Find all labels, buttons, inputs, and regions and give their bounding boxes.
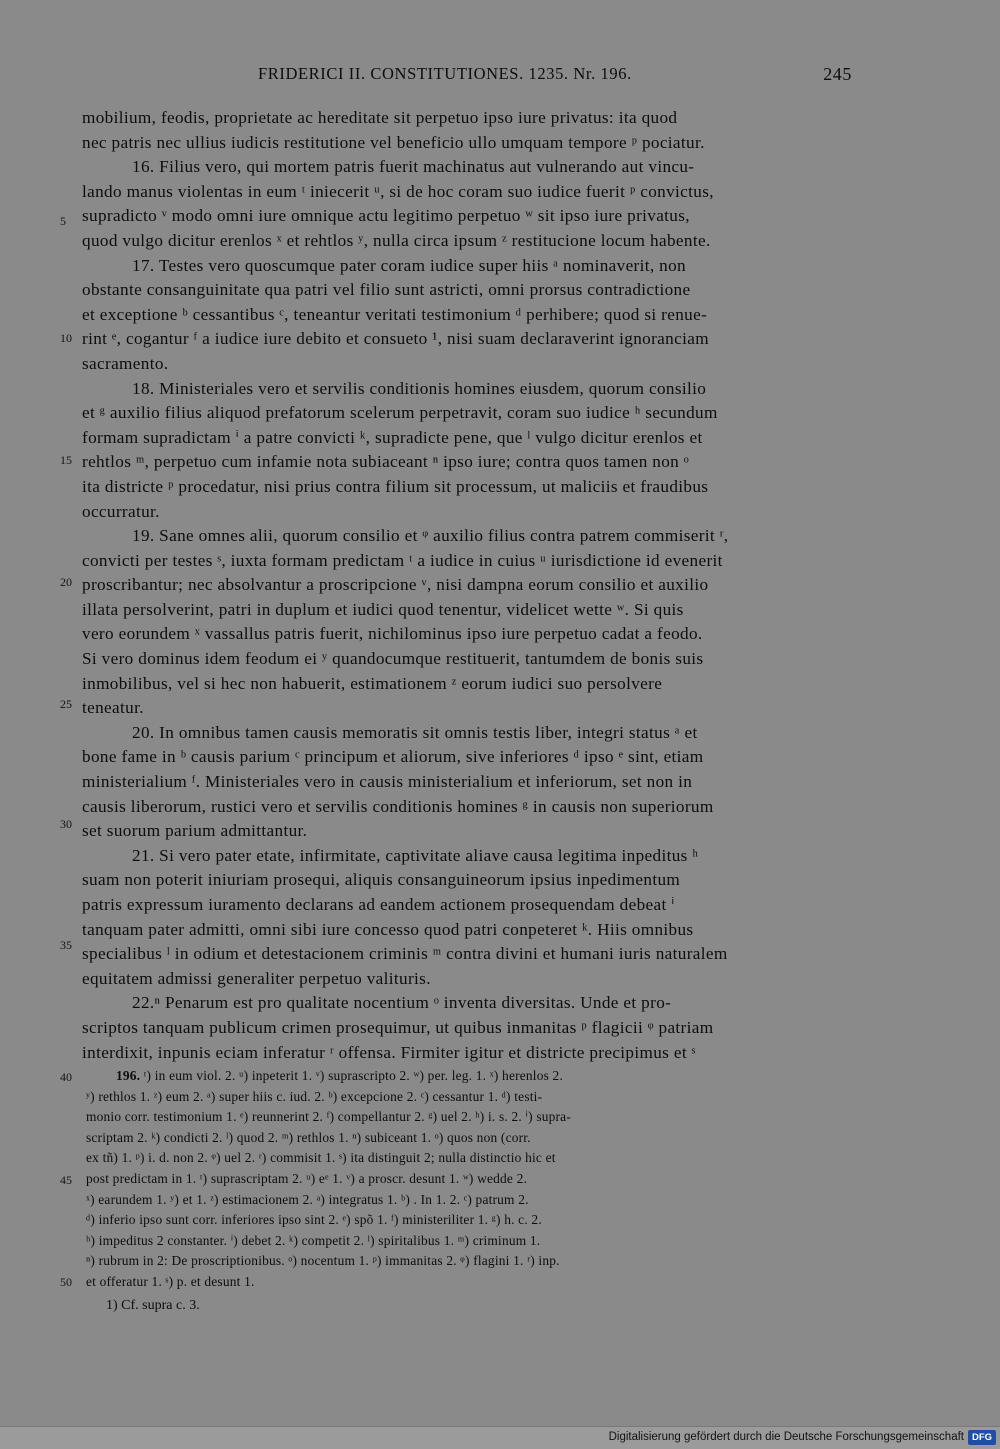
line-number: 5 <box>60 214 66 228</box>
footnote-line: ⁿ) rubrum in 2: De proscriptionibus. ᵒ) nocentum 1. ᵖ) immanitas 2. ᵠ) flagini 1. ʳ) inp. <box>86 1253 560 1269</box>
text-line: rehtlos ᵐ, perpetuo cum infamie nota subiaceant ⁿ ipso iure; contra quos tamen non ᵒ <box>82 452 690 472</box>
text-line: et ᵍ auxilio filius aliquod prefatorum scelerum perpetravit, coram suo iudice ʰ secundum <box>82 403 718 423</box>
text-line: bone fame in ᵇ causis parium ᶜ principum et aliorum, sive inferiores ᵈ ipso ᵉ sint, etiam <box>82 747 704 767</box>
paragraph-17-start: 17. Testes vero quoscumque pater coram iudice super hiis ᵃ nominaverit, non <box>132 255 686 275</box>
document-number: 196. <box>116 1068 141 1083</box>
text-line: lando manus violentas in eum ᵗ iniecerit ᵘ, si de hoc coram suo iudice fuerit ᵖ convictus, <box>82 181 714 201</box>
paragraph-20-start: 20. In omnibus tamen causis memoratis sit omnis testis liber, integri status ᵃ et <box>132 722 698 742</box>
line-number: 20 <box>60 575 72 589</box>
text-line: rint ᵉ, cogantur ᶠ a iudice iure debito et consueto ¹, nisi suam declaraverint ignoranciam <box>82 329 709 349</box>
page-number: 245 <box>823 64 852 84</box>
text-line: inmobilibus, vel si hec non habuerit, estimationem ᶻ eorum iudici suo persolvere <box>82 673 663 693</box>
line-number: 15 <box>60 453 72 467</box>
text-line: quod vulgo dicitur erenlos ˣ et rehtlos ʸ, nulla circa ipsum ᶻ restitucione locum habente. <box>82 230 711 250</box>
dfg-logo: DFG <box>968 1430 996 1445</box>
text-line: set suorum parium admittantur. <box>82 821 308 841</box>
text-line: interdixit, inpunis eciam inferatur ʳ offensa. Firmiter igitur et districte precipimus et ˢ <box>82 1042 696 1062</box>
footnote-line: ʰ) impeditus 2 constanter. ⁱ) debet 2. ᵏ) competit 2. ˡ) spiritalibus 1. ᵐ) criminum 1. <box>86 1232 541 1248</box>
text-line: teneatur. <box>82 698 144 718</box>
paragraph-22-start: 22.ⁿ Penarum est pro qualitate nocentium ᵒ inventa diversitas. Unde et pro- <box>132 993 672 1013</box>
text-line: scriptos tanquam publicum crimen prosequimur, ut quibus inmanitas ᵖ flagicii ᵠ patriam <box>82 1017 714 1037</box>
text-line: ita districte ᵖ procedatur, nisi prius contra filium sit processum, ut maliciis et fraudibus <box>82 476 709 496</box>
line-number: 40 <box>60 1070 72 1084</box>
paragraph-19-start: 19. Sane omnes alii, quorum consilio et ᵠ auxilio filius contra patrem commiserit ʳ, <box>132 526 729 546</box>
text-line: occurratur. <box>82 501 160 521</box>
footnote-line: ˣ) earundem 1. ʸ) et 1. ᶻ) estimacionem 2. ᵃ) integratus 1. ᵇ) . In 1. 2. ᶜ) patrum 2. <box>86 1191 529 1207</box>
footnote-line: ʸ) rethlos 1. ᶻ) eum 2. ᵃ) super hiis c. iud. 2. ᵇ) excepcione 2. ᶜ) cessantur 1. ᵈ) testi- <box>86 1088 543 1104</box>
text-line: mobilium, feodis, proprietate ac hereditate sit perpetuo ipso iure privatus: ita quod <box>82 108 678 127</box>
text-line: specialibus ˡ in odium et detestacionem criminis ᵐ contra divini et humani iuris naturalem <box>82 944 728 964</box>
paragraph-21-start: 21. Si vero pater etate, infirmitate, captivitate aliave causa legitima inpeditus ʰ <box>132 845 699 865</box>
reference-footnote: 1) Cf. supra c. 3. <box>106 1298 200 1313</box>
text-line: patris expressum iuramento declarans ad eandem actionem prosequendam debeat ⁱ <box>82 895 675 914</box>
paragraph-18-start: 18. Ministeriales vero et servilis conditionis homines eiusdem, quorum consilio <box>132 378 707 398</box>
paragraph-16-start: 16. Filius vero, qui mortem patris fuerit machinatus aut vulnerando aut vincu- <box>132 157 695 177</box>
footnote-line: post predictam in 1. ᵗ) suprascriptam 2. ᵘ) eᵉ 1. ᵛ) a proscr. desunt 1. ʷ) wedde 2. <box>86 1170 528 1186</box>
text-line: obstante consanguinitate qua patri vel filio sunt astricti, omni prorsus contradictione <box>82 280 691 300</box>
text-line: causis liberorum, rustici vero et servilis conditionis homines ᵍ in causis non superiorum <box>82 796 714 816</box>
running-header <box>82 64 852 88</box>
footnote-text: ᵗ) in eum viol. 2. ᵘ) inpeterit 1. ᵛ) suprascripto 2. ʷ) per. leg. 1. ˣ) herenlos 2. <box>143 1068 564 1083</box>
text-line: nec patris nec ullius iudicis restitutione vel beneficio ullo umquam tempore ᵖ pociatur. <box>82 132 705 152</box>
line-number: 45 <box>60 1173 72 1187</box>
running-title: FRIDERICI II. CONSTITUTIONES. 1235. Nr. 196. <box>258 64 632 83</box>
line-number: 25 <box>60 697 72 711</box>
footnote-line: scriptam 2. ᵏ) condicti 2. ˡ) quod 2. ᵐ) rethlos 1. ⁿ) subiceant 1. ᵒ) quos non (corr. <box>86 1129 531 1145</box>
text-line: ministerialium ᶠ. Ministeriales vero in causis ministerialium et inferiorum, set non in <box>82 772 693 792</box>
text-line: suam non poterit iniuriam prosequi, aliquis consanguineorum ipsius inpedimentum <box>82 870 681 890</box>
line-number: 50 <box>60 1275 72 1289</box>
text-line: sacramento. <box>82 353 169 373</box>
text-line: proscribantur; nec absolvantur a proscripcione ᵛ, nisi dampna eorum consilio et auxilio <box>82 575 709 595</box>
text-line: supradicto ᵛ modo omni iure omnique actu legitimo perpetuo ʷ sit ipso iure privatus, <box>82 206 690 226</box>
text-line: Si vero dominus idem feodum ei ʸ quandocumque restituerit, tantumdem de bonis suis <box>82 649 704 669</box>
funding-credit-bar <box>0 1426 1000 1449</box>
main-text <box>82 106 852 1065</box>
footnote-line: ᵈ) inferio ipso sunt corr. inferiores ipso sint 2. ᵉ) spõ 1. ᶠ) ministeriliter 1. ᵍ) h. c. 2. <box>86 1212 542 1228</box>
text-line: vero eorundem ˣ vassallus patris fuerit, nichilominus ipso iure perpetuo cadat a feodo. <box>82 624 703 644</box>
footnote-line: et offeratur 1. ˢ) p. et desunt 1. <box>86 1273 255 1289</box>
text-line: et exceptione ᵇ cessantibus ᶜ, teneantur veritati testimonium ᵈ perhibere; quod si renue- <box>82 304 708 324</box>
footnote-line: monio corr. testimonium 1. ᵉ) reunnerint 2. ᶠ) compellantur 2. ᵍ) uel 2. ʰ) i. s. 2. ⁱ) supra- <box>86 1109 571 1125</box>
critical-apparatus <box>86 1066 856 1293</box>
footnote-line: ex tñ) 1. ᵖ) i. d. non 2. ᵠ) uel 2. ʳ) commisit 1. ˢ) ita distinguit 2; nulla distinctio hic et <box>86 1150 556 1166</box>
line-number: 10 <box>60 331 72 345</box>
text-line: equitatem admissi generaliter perpetuo valituris. <box>82 968 431 988</box>
text-line: illata persolverint, patri in duplum et iudici quod tenentur, videlicet wette ʷ. Si quis <box>82 599 684 619</box>
footnote-line <box>86 1066 856 1087</box>
text-line: convicti per testes ˢ, iuxta formam predictam ᵗ a iudice in cuius ᵘ iurisdictione id evenerit <box>82 550 723 570</box>
text-line: tanquam pater admitti, omni sibi iure concesso quod patri conpeteret ᵏ. Hiis omnibus <box>82 919 694 939</box>
text-line: formam supradictam ⁱ a patre convicti ᵏ, supradicte pene, que ˡ vulgo dicitur erenlos et <box>82 427 703 447</box>
line-number: 30 <box>60 817 72 831</box>
funding-credit-text: Digitalisierung gefördert durch die Deutsche Forschungsgemeinschaft <box>608 1431 964 1443</box>
line-number: 35 <box>60 938 72 952</box>
